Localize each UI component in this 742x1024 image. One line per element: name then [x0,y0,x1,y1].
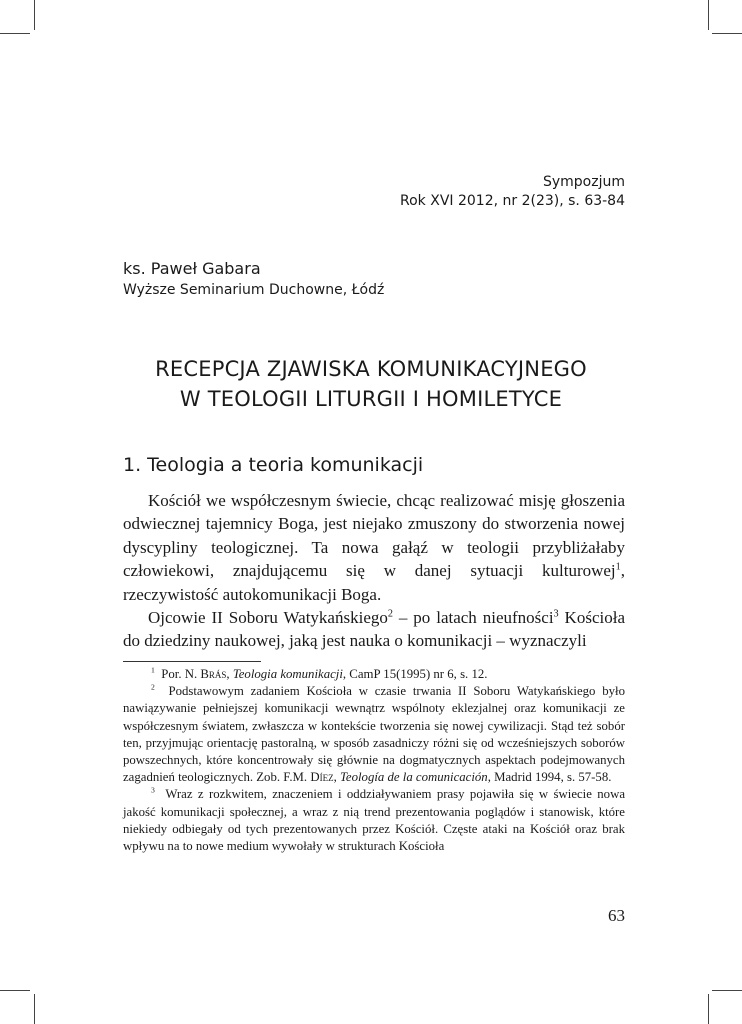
footnote-2-title: Teología de la comunicación [339,770,488,785]
footnote-1-number: 1 [151,665,155,675]
crop-mark-top-left-horizontal [0,33,30,34]
section-heading: 1. Teologia a teoria komunikacji [123,454,424,476]
crop-mark-bottom-left-horizontal [0,990,30,991]
footnote-ref-3: 3 [553,608,559,620]
paragraph-1 [123,489,625,606]
footnote-ref-2: 2 [387,608,393,620]
journal-header [400,173,625,211]
footnote-1-author: Brás [200,667,227,681]
crop-mark-bottom-right-vertical [708,994,709,1024]
footnote-3 [123,786,625,855]
article-title-line-2: W TEOLOGII LITURGII I HOMILETYCE [179,387,563,411]
footnote-2-sep: , [333,770,340,785]
author-affiliation: Wyższe Seminarium Duchowne, Łódź [123,282,385,298]
footnote-2-source: , Madrid 1994, s. 57-58. [487,770,612,785]
footnote-1 [123,666,625,683]
paragraph-2-text-a: Ojcowie II Soboru Watykańskiego [148,608,388,628]
crop-mark-top-right-horizontal [712,33,742,34]
footnote-1-source: , CamP 15(1995) nr 6, s. 12. [342,667,488,681]
crop-mark-top-left-vertical [34,0,35,30]
footnote-ref-1: 1 [615,561,621,573]
footnote-2-number: 2 [151,682,155,692]
footnote-3-number: 3 [151,786,155,796]
footnote-2-text: Podstawowym zadaniem Kościoła w czasie trwania II Soboru Watykańskiego było nawiązywanie pełniejszej komunikacji wewnątrz wspólnoty eklezjalnej oraz komunikacji ze współczesnym światem, zwłaszcza w kontekście tworzenia się nowej cywilizacji. Stąd też sobór ten, przyjmując orientację pastoralną, w sposób zasadniczy różni się od wcześniejszych soborów powszechnych, które koncentrowały się głównie na dogmatycznych aspektach podejmowanych zagadnień teologicznych. Zob. F.M. [123,684,625,785]
crop-mark-top-right-vertical [708,0,709,30]
paragraph-2-text-c: Kościoła do dziedziny naukowej, jaką jest nauka o komunikacji – wyznaczyli [123,608,625,651]
page-number: 63 [608,906,625,925]
crop-mark-bottom-right-horizontal [712,990,742,991]
paragraph-2-text-b: – po latach nieufności [392,608,554,628]
author-name: ks. Paweł Gabara [123,259,261,278]
footnote-1-text: Por. N. [161,667,201,681]
footnote-2 [123,683,625,786]
footnote-3-text: Wraz z rozkwitem, znaczeniem i oddziaływaniem prasy pojawiła się w świecie nowa jakość komunikacji społecznej, a wraz z nią trend prezentowania poglądów i stanowisk, które niekiedy odbiegały od tych prezentowanych przez Kościół. Częste ataki na Kościół oraz brak wpływu na to nowe medium wywołały w strukturach Kościoła [123,787,625,854]
paragraph-1-text: Kościół we współczesnym świecie, chcąc realizować misję głoszenia odwiecznej tajemnicy Boga, jest niejako zmuszony do stworzenia nowej dyscypliny teologicznej. Ta nowa gałąź w teologii przybliżałaby człowiekowi, znajdującemu się w danej sytuacji kulturowej [123,491,625,581]
paragraph-1-end: , rzeczywistość autokomunikacji Boga. [123,561,625,604]
footnote-2-author: Díez [310,770,334,785]
crop-mark-bottom-left-vertical [34,994,35,1024]
paragraph-2 [123,606,625,653]
journal-issue: Rok XVI 2012, nr 2(23), s. 63-84 [400,193,625,209]
footnote-separator [123,661,261,662]
footnote-1-sep: , [226,667,233,681]
footnotes [123,666,625,855]
footnote-1-title: Teologia komunikacji [232,667,343,681]
body-text [123,489,625,653]
article-title-line-1: RECEPCJA ZJAWISKA KOMUNIKACYJNEGO [155,357,587,381]
journal-name: Sympozjum [542,174,625,190]
author-block [123,258,384,300]
article-title [100,354,642,414]
